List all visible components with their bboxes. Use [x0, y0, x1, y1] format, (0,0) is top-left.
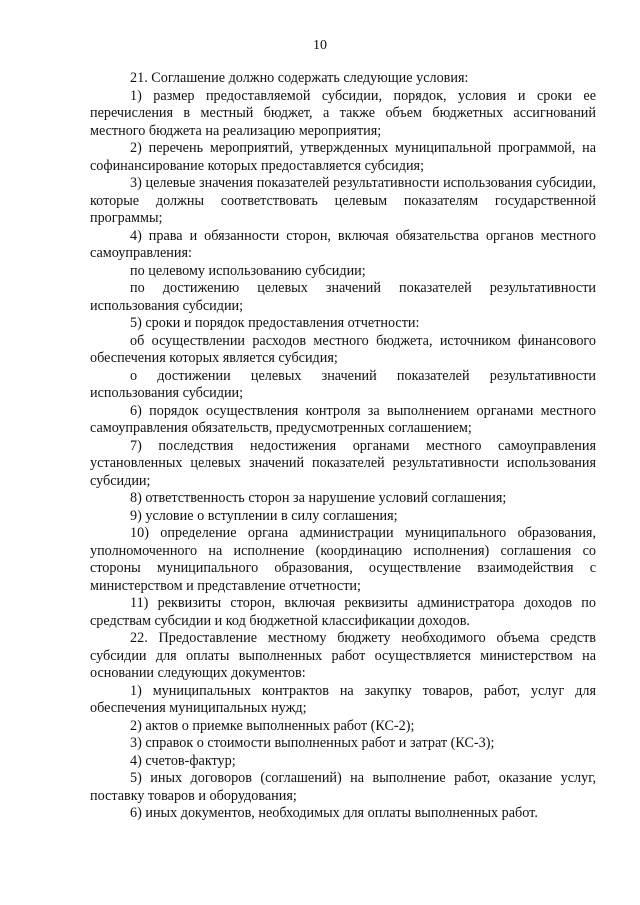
- clause-21-item-5-sub-1: об осуществлении расходов местного бюджета, источником финансового обеспечения которых является субсидия;: [90, 332, 596, 366]
- clause-22-item-2: 2) актов о приемке выполненных работ (КС-2);: [130, 717, 415, 734]
- clause-22-item-6: 6) иных документов, необходимых для оплаты выполненных работ.: [130, 805, 538, 821]
- clause-21-item-4-sub-1: по целевому использованию субсидии;: [130, 262, 366, 279]
- clause-22-intro: 22. Предоставление местному бюджету необходимого объема средств субсидии для оплаты выполненных работ осуществляется министерством на основании следующих документов:: [90, 630, 596, 681]
- clause-21-item-4: 4) права и обязанности сторон, включая обязательства органов местного самоуправления:: [90, 227, 596, 261]
- clause-21-item-11: 11) реквизиты сторон, включая реквизиты администратора доходов по средствам субсидии и код бюджетной классификации доходов.: [90, 595, 596, 629]
- clause-21-item-4-sub-2: по достижению целевых значений показателей результативности использования субсидии;: [90, 280, 596, 314]
- clause-21-item-2: 2) перечень мероприятий, утвержденных муниципальной программой, на софинансирование которых предоставляется субсидия;: [90, 140, 596, 174]
- clause-22-item-4: 4) счетов-фактур;: [130, 752, 236, 769]
- clause-21-item-9: 9) условие о вступлении в силу соглашения;: [130, 507, 398, 524]
- clause-22-item-1: 1) муниципальных контрактов на закупку товаров, работ, услуг для обеспечения муниципальных нужд;: [90, 682, 596, 716]
- page-number: 10: [313, 38, 327, 53]
- document-body: [90, 70, 596, 823]
- clause-21-item-5: 5) сроки и порядок предоставления отчетности:: [130, 315, 420, 331]
- clause-21-item-5-sub-2: о достижении целевых значений показателей результативности использования субсидии;: [90, 367, 596, 401]
- clause-21-item-7: 7) последствия недостижения органами местного самоуправления установленных целевых значений показателей результативности использования субсидии;: [90, 437, 596, 489]
- clause-21-intro: 21. Соглашение должно содержать следующие условия:: [130, 70, 469, 86]
- clause-21-item-1: 1) размер предоставляемой субсидии, порядок, условия и сроки ее перечисления в местный бюджет, а также объем бюджетных ассигнований местного бюджета на реализацию мероприятия;: [90, 87, 596, 139]
- clause-22-item-5: 5) иных договоров (соглашений) на выполнение работ, оказание услуг, поставку товаров и оборудования;: [90, 770, 596, 804]
- clause-21-item-3: 3) целевые значения показателей результативности использования субсидии, которые должны соответствовать целевым показателям государственной программы;: [90, 175, 596, 226]
- clause-21-item-10: 10) определение органа администрации муниципального образования, уполномоченного на исполнение (координацию исполнения) соглашения со стороны муниципального образования, осуществление взаимодействия с министерством и представление отчетности;: [90, 525, 596, 594]
- clause-22-item-3: 3) справок о стоимости выполненных работ и затрат (КС-3);: [130, 735, 495, 751]
- clause-21-item-8: 8) ответственность сторон за нарушение условий соглашения;: [130, 490, 507, 506]
- clause-21-item-6: 6) порядок осуществления контроля за выполнением органами местного самоуправления обязательств, предусмотренных соглашением;: [90, 402, 596, 436]
